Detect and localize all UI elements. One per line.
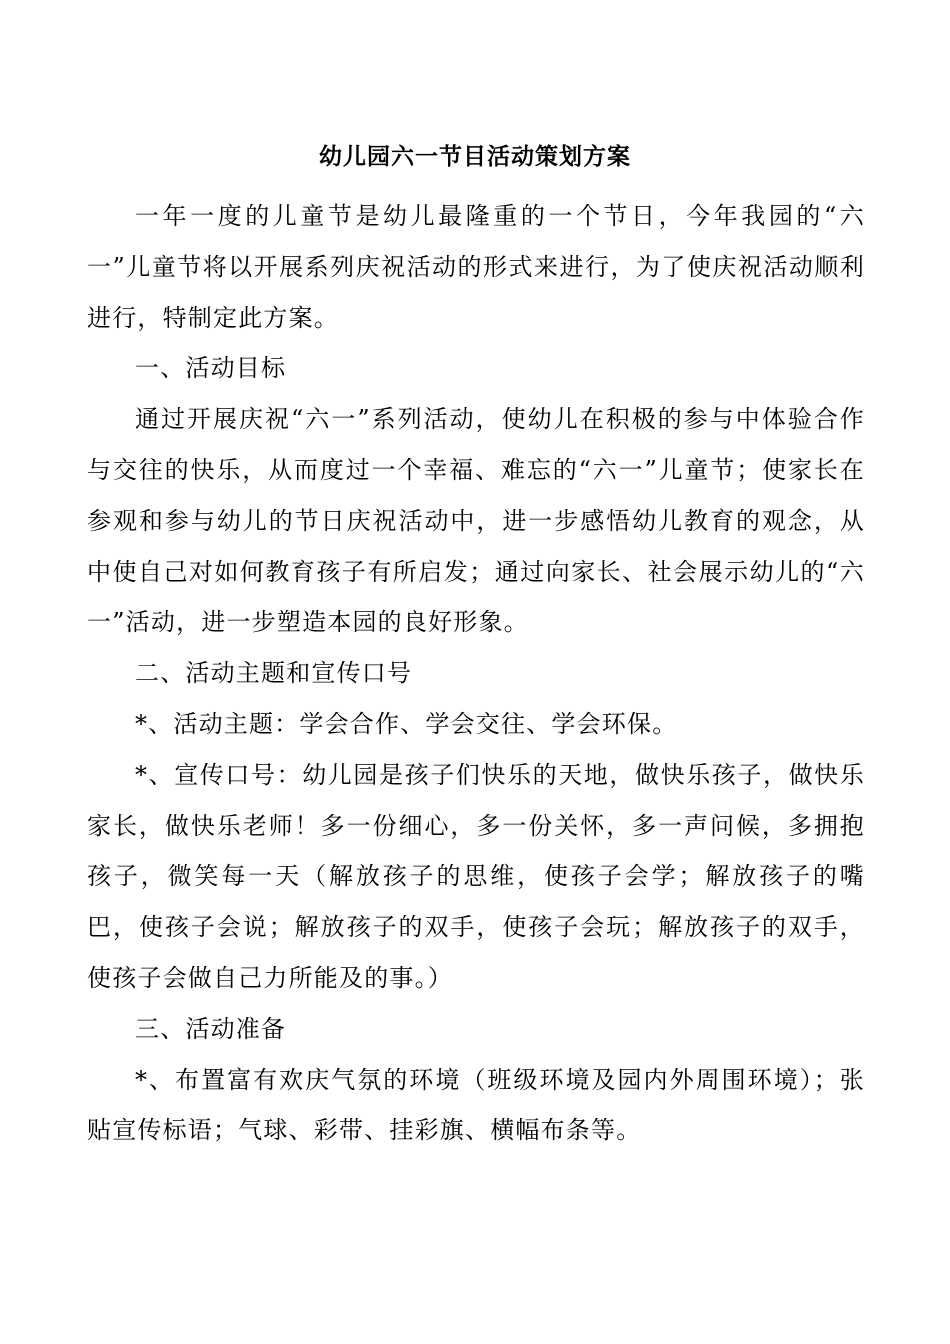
section-heading-goals: 一、活动目标	[135, 354, 287, 383]
section-heading-theme-slogan: 二、活动主题和宣传口号	[135, 659, 413, 688]
document-body	[87, 191, 865, 1156]
theme-paragraph: *、活动主题：学会合作、学会交往、学会环保。	[135, 709, 678, 738]
document-title: 幼儿园六一节目活动策划方案	[319, 144, 631, 170]
intro-paragraph: 一年一度的儿童节是幼儿最隆重的一个节日，今年我园的“六一”儿童节将以开展系列庆祝活动的形式来进行，为了使庆祝活动顺利进行，特制定此方案。	[87, 202, 865, 332]
section-heading-preparation: 三、活动准备	[135, 1014, 287, 1043]
slogan-paragraph: *、宣传口号：幼儿园是孩子们快乐的天地，做快乐孩子，做快乐家长，做快乐老师！多一份细心，多一份关怀，多一声问候，多拥抱孩子，微笑每一天（解放孩子的思维，使孩子会学；解放孩子的嘴巴，使孩子会说；解放孩子的双手，使孩子会玩；解放孩子的双手，使孩子会做自己力所能及的事。）	[87, 760, 865, 992]
preparation-paragraph: *、布置富有欢庆气氛的环境（班级环境及园内外周围环境）；张贴宣传标语；气球、彩带、挂彩旗、横幅布条等。	[87, 1065, 865, 1145]
goals-paragraph: 通过开展庆祝“六一”系列活动，使幼儿在积极的参与中体验合作与交往的快乐，从而度过一个幸福、难忘的“六一”儿童节；使家长在参观和参与幼儿的节日庆祝活动中，进一步感悟幼儿教育的观念，从中使自己对如何教育孩子有所启发；通过向家长、社会展示幼儿的“六一”活动，进一步塑造本园的良好形象。	[87, 405, 865, 637]
